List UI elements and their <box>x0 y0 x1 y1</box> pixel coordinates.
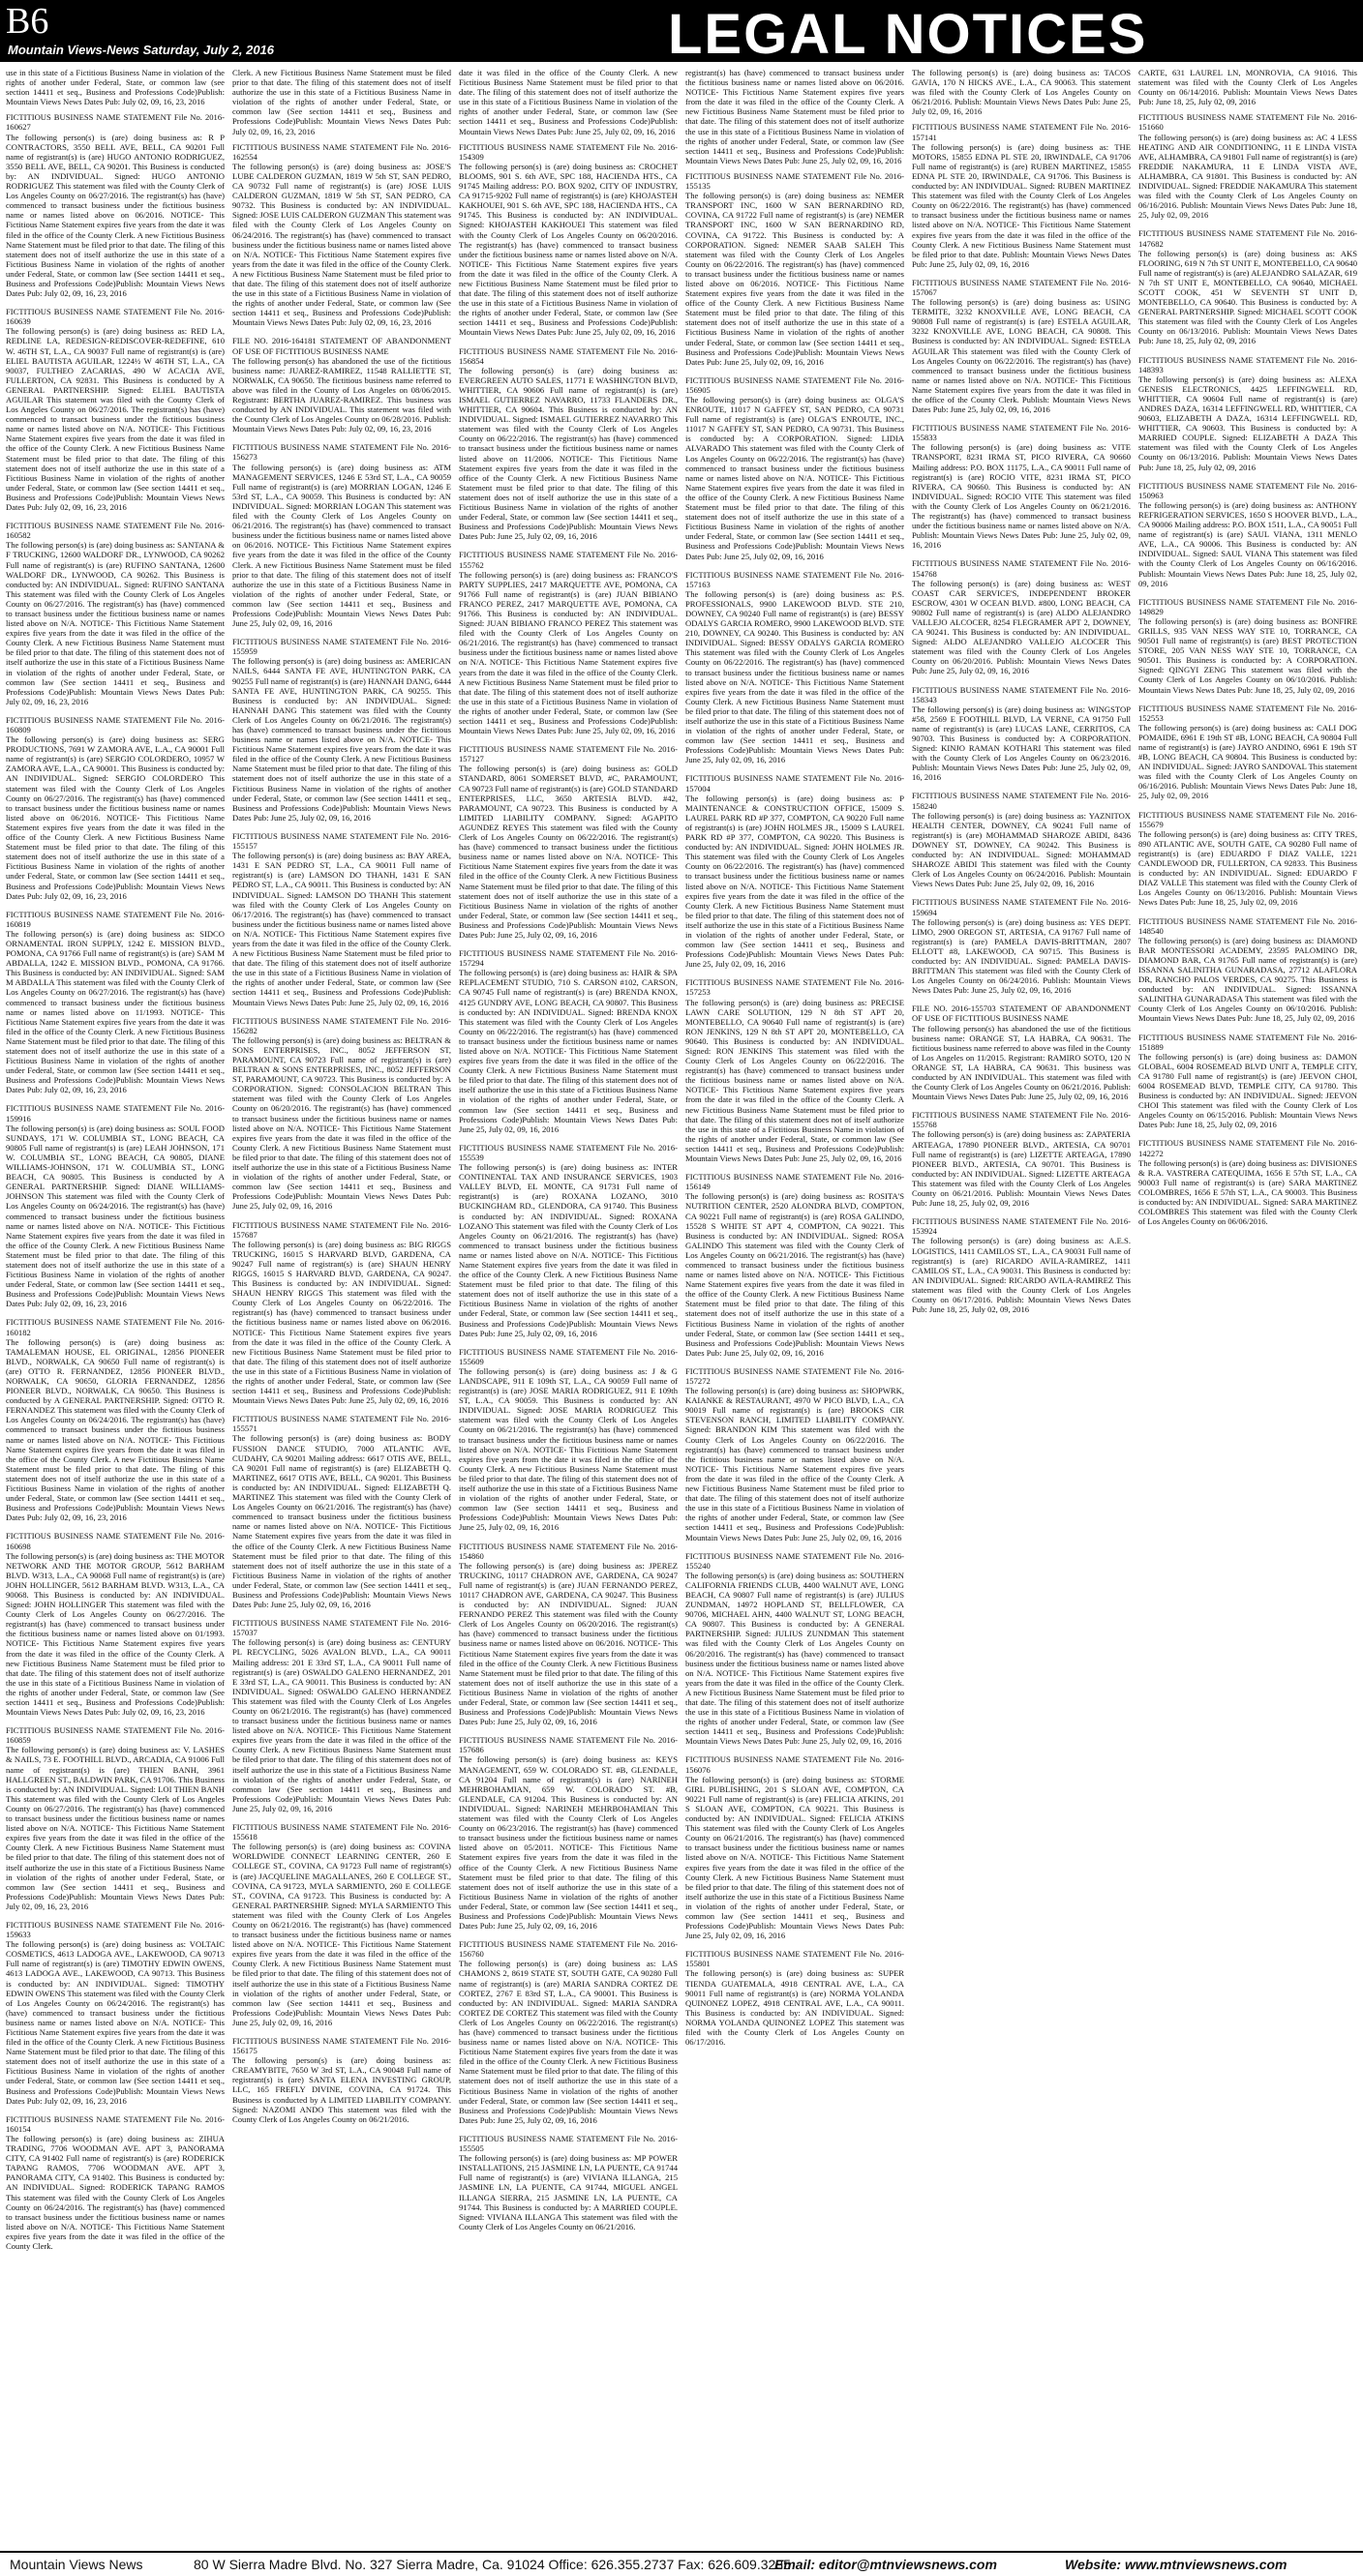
notice-title: FICTITIOUS BUSINESS NAME STATEMENT File No. 2016-156149 <box>685 1172 904 1192</box>
notice-body: The following person(s) is (are) doing business as: AMERICAN NAILS, 6444 SANTA FE AVE, HUNTINGTON PARK, CA 90255 Full name of registrant(s) is (are) HANNAH DANG, 6444 SANTA FE AVE, HUNTINGTON PARK, CA 90255. This Business is conducted by: AN INDIVIDUAL. Signed: HANNAH DANG This statement was filed with the County Clerk of Los Angeles County on 06/21/2016. The registrant(s) has (have) commenced to transact business under the fictitious business name or names listed above on N/A. NOTICE- This Fictitious Name Statement expires five years from the date it was filed in the office of the County Clerk. A new Fictitious Business Name Statement must be filed prior to that date. The filing of this statement does not of itself authorize the use in this state of a Fictitious Business Name in violation of the rights of another under Federal, State, or common law (See section 14411 et seq., Business and Professions Code)Publish: Mountain Views News Dates Pub: June 25, July 02, 09, 16, 2016 <box>232 656 451 823</box>
legal-notice <box>912 685 1131 783</box>
legal-notice <box>6 112 225 298</box>
notice-title: FICTITIOUS BUSINESS NAME STATEMENT File No. 2016-155539 <box>459 1142 678 1162</box>
legal-notice <box>6 307 225 512</box>
notice-body: The following person(s) is (are) doing business as: JOSE'S LUBE CALDERON GUZMAN, 1819 W 5th ST, SAN PEDRO, CA 90732 Full name of registrant(s) is (are) JOSE LUIS CALDERON GUZMAN, 1819 W 5th ST, SAN PEDRO, CA 90732. This Business is conducted by: AN INDIVIDUAL. Signed: JOSE LUIS CALDERON GUZMAN This statement was filed with the County Clerk of Los Angeles County on 06/24/2016. The registrant(s) has (have) commenced to transact business under the fictitious business name or names listed above on N/A. NOTICE- This Fictitious Name Statement expires five years from the date it was filed in the office of the County Clerk. A new Fictitious Business Name Statement must be filed prior to that date. The filing of this statement does not of itself authorize the use in this state of a Fictitious Business Name in violation of the rights of another under Federal, State, or common law (See section 14411 et seq., Business and Professions Code)Publish: Mountain Views News Dates Pub: July 02, 09, 16, 23, 2016 <box>232 161 451 328</box>
notice-body: The following person(s) is (are) doing business as: R P CONTRACTORS, 3550 BELL AVE, BELL, CA 90201 Full name of registrant(s) is (are) HUGO ANTONIO RODRIGUEZ, 3550 BELL AVE, BELL, CA 90201. This Business is conducted by: AN INDIVIDUAL. Signed: HUGO ANTONIO RODRIGUEZ This statement was filed with the County Clerk of Los Angeles County on 06/27/2016. The registrant(s) has (have) commenced to transact business under the fictitious business name or names listed above on 06/2016. NOTICE- This Fictitious Name Statement expires five years from the date it was filed in the office of the County Clerk. A new Fictitious Business Name Statement must be filed prior to that date. The filing of this statement does not of itself authorize the use in this state of a Fictitious Business Name in violation of the rights of another under Federal, State, or common law (See section 14411 et seq., Business and Professions Code)Publish: Mountain Views News Dates Pub: July 02, 09, 16, 23, 2016 <box>6 132 225 299</box>
notice-title: FICTITIOUS BUSINESS NAME STATEMENT File No. 2016-152553 <box>1138 703 1357 723</box>
notice-title: FICTITIOUS BUSINESS NAME STATEMENT File No. 2016-160154 <box>6 2113 225 2134</box>
legal-notice <box>685 570 904 765</box>
notice-title: FICTITIOUS BUSINESS NAME STATEMENT File No. 2016-155609 <box>459 1346 678 1366</box>
notice-title: FICTITIOUS BUSINESS NAME STATEMENT File No. 2016-159916 <box>6 1103 225 1123</box>
legal-notice <box>685 171 904 367</box>
notice-body: The following person(s) is (are) doing business as: J & G LANDSCAPE, 911 E 109th ST, L.A., CA 90059 Full name of registrant(s) is (are) JOSE MARIA RODRIGUEZ, 911 E 109th ST, L.A., CA 90059. This Business is conducted by: AN INDIVIDUAL. Signed: JOSE MARIA RODRIGUEZ This statement was filed with the County Clerk of Los Angeles County on 06/21/2016. The registrant(s) has (have) commenced to transact business under the fictitious business name or names listed above on N/A. NOTICE- This Fictitious Name Statement expires five years from the date it was filed in the office of the County Clerk. A new Fictitious Business Name Statement must be filed prior to that date. The filing of this statement does not of itself authorize the use in this state of a Fictitious Business Name in violation of the rights of another under Federal, State, or common law (See section 14411 et seq., Business and Professions Code)Publish: Mountain Views News Dates Pub: June 25, July 02, 09, 16, 2016 <box>459 1365 678 1533</box>
notice-body: The following person(s) is (are) doing business as: SOUL FOOD SUNDAYS, 171 W. COLUMBIA ST., LONG BEACH, CA 90805 Full name of registrant(s) is (are) LEAH JOHNSON, 171 W. COLUMBIA ST., LONG BEACH, CA 90805, DIANE WILLIAMS-JOHNSON, 171 W. COLUMBIA ST., LONG BEACH, CA 90805. This Business is conducted by A GENERAL PARTNERSHIP. Signed: DIANE WILLIAMS-JOHNSON This statement was filed with the County Clerk of Los Angeles County on 06/24/2016. The registrant(s) has (have) commenced to transact business under the fictitious business name or names listed above on N/A. NOTICE- This Fictitious Name Statement expires five years from the date it was filed in the office of the County Clerk. A new Fictitious Business Name Statement must be filed prior to that date. The filing of this statement does not of itself authorize the use in this state of a Fictitious Business Name in violation of the rights of another under Federal, State, or common law (See section 14411 et seq., Business and Professions Code)Publish: Mountain Views News Dates Pub: July 02, 09, 16, 23, 2016 <box>6 1123 225 1309</box>
legal-notice <box>912 1110 1131 1208</box>
legal-notice <box>1138 597 1357 695</box>
notice-body: The following person(s) is (are) doing business as: SANTANA & F TRUCKING, 12600 WALDORF DR., LYNWOOD, CA 90262 Full name of registrant(s) is (are) RUFINO SANTANA, 12600 WALDORF DR., LYNWOOD, CA 90262. This Business is conducted by: AN INDIVIDUAL. Signed: RUFINO SANTANA This statement was filed with the County Clerk of Los Angeles County on 06/27/2016. The registrant(s) has (have) commenced to transact business under the fictitious business name or names listed above on N/A. NOTICE- This Fictitious Name Statement expires five years from the date it was filed in the office of the County Clerk. A new Fictitious Business Name Statement must be filed prior to that date. The filing of this statement does not of itself authorize the use in this state of a Fictitious Business Name in violation of the rights of another under Federal, State, or common law (See section 14411 et seq., Business and Professions Code)Publish: Mountain Views News Dates Pub: July 02, 09, 16, 23, 2016 <box>6 540 225 706</box>
issue-date-line: Mountain Views-News Saturday, July 2, 2016 <box>8 43 275 57</box>
notice-title: FICTITIOUS BUSINESS NAME STATEMENT File No. 2016-157163 <box>685 569 904 589</box>
notice-body: The following person(s) is (are) doing business as: CALI DOG POMAIDE, 6961 E 19th ST #B, LONG BEACH, CA 90804 Full name of registrant(s) is (are) JAYRO ANDINO, 6961 E 19th ST #B, LONG BEACH, CA 90804. This Business is conducted by: AN INDIVIDUAL. Signed: JAYRO SANDOVAL This statement was filed with the County Clerk of Los Angeles County on 06/16/2016. Publish: Mountain Views News Dates Pub: June 18, 25, July 02, 09, 2016 <box>1138 722 1357 801</box>
legal-notice <box>1138 810 1357 908</box>
notice-title: FICTITIOUS BUSINESS NAME STATEMENT File No. 2016-155505 <box>459 2133 678 2154</box>
legal-notice <box>459 948 678 1134</box>
continued-notice-text: CARTE, 631 LAUREL LN, MONROVIA, CA 91016. This statement was filed with the County Clerk of Los Angeles County on 06/14/2016. Publish: Mountain Views News Dates Pub: June 18, 25, July 02, 09, 2016 <box>1138 68 1357 107</box>
notice-title: FILE NO. 2016-155703 STATEMENT OF ABANDONMENT OF USE OF FICTITIOUS BUSINESS NAME <box>912 1003 1131 1024</box>
legal-notice <box>232 336 451 434</box>
notice-title: FICTITIOUS BUSINESS NAME STATEMENT File No. 2016-155959 <box>232 637 451 657</box>
notice-title: FICTITIOUS BUSINESS NAME STATEMENT File No. 2016-157004 <box>685 773 904 794</box>
footer-email: Email: editor@mtnviewsnews.com <box>774 2557 997 2572</box>
notice-body: The following person(s) is (are) doing business as: KEYS MANAGEMENT, 659 W. COLORADO ST. #B, GLENDALE, CA 91204 Full name of registrant(s) is (are) NARINEH MEHRBOHAMIAN, 659 W. COLORADO ST. #B, GLENDALE, CA 91204. This Business is conducted by: AN INDIVIDUAL. Signed: NARINEH MEHRBOHAMIAN This statement was filed with the County Clerk of Los Angeles County on 06/23/2016. The registrant(s) has (have) commenced to transact business under the fictitious business name or names listed above on 05/2011. NOTICE- This Fictitious Name Statement expires five years from the date it was filed in the office of the County Clerk. A new Fictitious Business Name Statement must be filed prior to that date. The filing of this statement does not of itself authorize the use in this state of a Fictitious Business Name in violation of the rights of another under Federal, State, or common law (See section 14411 et seq., Business and Professions Code)Publish: Mountain Views News Dates Pub: June 25, July 02, 09, 16, 2016 <box>459 1754 678 1932</box>
notice-body: The following person(s) is (are) doing business as: VITE TRANSPORT, 8231 IRMA ST, PICO RIVERA, CA 90660 Mailing address: P.O. BOX 11175, L.A., CA 90011 Full name of registrant(s) is (are) ROCIO VITE, 8231 IRMA ST, PICO RIVERA, CA 90660. This Business is conducted by: AN INDIVIDUAL. Signed: ROCIO VITE This statement was filed with the County Clerk of Los Angeles County on 06/21/2016. The registrant(s) has (have) commenced to transact business under the fictitious business name or names listed above on N/A. Publish: Mountain Views News Dates Pub: June 25, July 02, 09, 16, 2016 <box>912 442 1131 551</box>
legal-notice <box>1138 704 1357 801</box>
notice-title: FICTITIOUS BUSINESS NAME STATEMENT File No. 2016-155762 <box>459 550 678 570</box>
notice-body: The following person(s) is (are) doing business as: OLGA'S ENROUTE, 11017 N GAFFEY ST, SAN PEDRO, CA 90731 Full name of registrant(s) is (are) OLGA'S ENROUTE, INC., 11017 N GAFFEY ST, SAN PEDRO, CA 90731. This Business is conducted by: A CORPORATION. Signed: LIDIA ALVARADO This statement was filed with the County Clerk of Los Angeles County on 06/22/2016. The registrant(s) has (have) commenced to transact business under the fictitious business name or names listed above on N/A. NOTICE- This Fictitious Name Statement expires five years from the date it was filed in the office of the County Clerk. A new Fictitious Business Name Statement must be filed prior to that date. The filing of this statement does not of itself authorize the use in this state of a Fictitious Business Name in violation of the rights of another under Federal, State, or common law (See section 14411 et seq., Business and Professions Code)Publish: Mountain Views News Dates Pub: June 25, July 02, 09, 16, 2016 <box>685 395 904 561</box>
legal-notice <box>685 375 904 561</box>
notice-title: FICTITIOUS BUSINESS NAME STATEMENT File No. 2016-148540 <box>1138 915 1357 936</box>
notice-body: The following person(s) is (are) doing business as: LAS CHAMONS 2, 8619 STATE ST, SOUTH GATE, CA 90280 Full name of registrant(s) is (are) MARIA SANDRA CORTEZ DE CORTEZ, 2767 E 83rd ST, L.A., CA 90001. This Business is conducted by: AN INDIVIDUAL. Signed: MARIA SANDRA CORTEZ DE CORTEZ This statement was filed with the County Clerk of Los Angeles County on 06/22/2016. The registrant(s) has (have) commenced to transact business under the fictitious business name or names listed above on N/A. NOTICE- This Fictitious Name Statement expires five years from the date it was filed in the office of the County Clerk. A new Fictitious Business Name Statement must be filed prior to that date. The filing of this statement does not of itself authorize the use in this state of a Fictitious Business Name in violation of the rights of another under Federal, State, or common law (See section 14411 et seq., Business and Professions Code)Publish: Mountain Views News Dates Pub: June 25, July 02, 09, 16, 2016 <box>459 1959 678 2125</box>
notice-title: FICTITIOUS BUSINESS NAME STATEMENT File No. 2016-156854 <box>459 345 678 366</box>
notice-title: FICTITIOUS BUSINESS NAME STATEMENT File No. 2016-156282 <box>232 1015 451 1035</box>
notice-body: The following person(s) is (are) doing business as: YES DEPT. LIMO, 2900 OREGON ST, ARTESIA, CA 91767 Full name of registrant(s) is (are) PAMELA DAVIS-BRITTMAN, 2807 ELLOTT #8, LAKEWOOD, CA 90715. This Business is conducted by: AN INDIVIDUAL. Signed: PAMELA DAVIS-BRITTMAN This statement was filed with the County Clerk of Los Angeles County on 06/24/2016. Publish: Mountain Views News Dates Pub: June 25, July 02, 09, 16, 2016 <box>912 916 1131 996</box>
notice-body: The following person(s) is (are) doing business as: MP POWER INSTALLATIONS, 215 JASMINE LN, LA PUENTE, CA 91744 Full name of registrant(s) is (are) VIVIANA ILLANGA, 215 JASMINE LN, LA PUENTE, CA 91744, MIGUEL ANGEL ILLANGA SIERRA, 215 JASMINE LN, LA PUENTE, CA 91744. This Business is conducted by: A MARRIED COUPLE. Signed: VIVIANA ILLANGA This statement was filed with the County Clerk of Los Angeles County on 06/21/2016. <box>459 2153 678 2232</box>
legal-notice <box>912 558 1131 675</box>
notice-title: FICTITIOUS BUSINESS NAME STATEMENT File No. 2016-159633 <box>6 1919 225 1940</box>
notice-body: The following person(s) is (are) doing business as: ZIHUA TRADING, 7706 WOODMAN AVE. APT 3, PANORAMA CITY, CA 91402 Full name of registrant(s) is (are) RODERICK TAPANG RAMOS, 7706 WOODMAN AVE. APT 3, PANORAMA CITY, CA 91402. This Business is conducted by: AN INDIVIDUAL. Signed: RODERICK TAPANG RAMOS This statement was filed with the County Clerk of Los Angeles County on 06/24/2016. The registrant(s) has (have) commenced to transact business under the fictitious business name or names listed above on N/A. NOTICE- This Fictitious Name Statement expires five years from the date it was filed in the office of the County Clerk. <box>6 2133 225 2251</box>
legal-notice <box>459 2134 678 2232</box>
legal-notice <box>459 1347 678 1533</box>
legal-notice <box>232 1016 451 1212</box>
notice-body: The following person(s) is (are) doing business as: ATM MANAGEMENT SERVICES, 1246 E 53rd ST, L.A., CA 90059 Full name of registrant(s) is (are) MORRIAN LOGAN, 1246 E 53rd ST, L.A., CA 90059. This Business is conducted by: AN INDIVIDUAL. Signed: MORRIAN LOGAN This statement was filed with the County Clerk of Los Angeles County on 06/21/2016. The registrant(s) has (have) commenced to transact business under the fictitious business name or names listed above on 06/2016. NOTICE- This Fictitious Name Statement expires five years from the date it was filed in the office of the County Clerk. A new Fictitious Business Name Statement must be filed prior to that date. The filing of this statement does not of itself authorize the use in this state of a Fictitious Business Name in violation of the rights of another under Federal, State, or common law (See section 14411 et seq., Business and Professions Code)Publish: Mountain Views News Dates Pub: June 25, July 02, 09, 16, 2016 <box>232 462 451 629</box>
notice-body: The following person(s) is (are) doing business as: THE MOTOR NETWORK AND THE MOTOR GROUP, 5612 BARHAM BLVD. W313, L.A., CA 90068 Full name of registrant(s) is (are) JOHN HOLLINGER, 5612 BARHAM BLVD. W313, L.A., CA 90068. This Business is conducted by: AN INDIVIDUAL. Signed: JOHN HOLLINGER This statement was filed with the County Clerk of Los Angeles County on 06/27/2016. The registrant(s) has (have) commenced to transact business under the fictitious business name or names listed above on 01/1993. NOTICE- This Fictitious Name Statement expires five years from the date it was filed in the office of the County Clerk. A new Fictitious Business Name Statement must be filed prior to that date. The filing of this statement does not of itself authorize the use in this state of a Fictitious Business Name in violation of the rights of another under Federal, State, or common law (See section 14411 et seq., Business and Professions Code)Publish: Mountain Views News Dates Pub: July 02, 09, 16, 23, 2016 <box>6 1550 225 1718</box>
notice-title: FICTITIOUS BUSINESS NAME STATEMENT File No. 2016-160809 <box>6 714 225 734</box>
legal-notice <box>6 1920 225 2106</box>
legal-notice <box>232 2036 451 2124</box>
legal-notice <box>6 1531 225 1717</box>
notice-column <box>232 68 451 2545</box>
notice-body: The following person(s) is (are) doing business as: VOLTAIC COSMETICS, 4613 LADOGA AVE., LAKEWOOD, CA 90713 Full name of registrant(s) is (are) TIMOTHY EDWIN OWENS, 4613 LADOGA AVE., LAKEWOOD, CA 90713. This Business is conducted by: AN INDIVIDUAL. Signed: TIMOTHY EDWIN OWENS This statement was filed with the County Clerk of Los Angeles County on 06/24/2016. The registrant(s) has (have) commenced to transact business under the fictitious business name or names listed above on N/A. NOTICE- This Fictitious Name Statement expires five years from the date it was filed in the office of the County Clerk. A new Fictitious Business Name Statement must be filed prior to that date. The filing of this statement does not of itself authorize the use in this state of a Fictitious Business Name in violation of the rights of another under Federal, State, or common law (See section 14411 et seq., Business and Professions Code)Publish: Mountain Views News Dates Pub: July 02, 09, 16, 23, 2016 <box>6 1939 225 2106</box>
notice-body: The following person(s) is (are) doing business as: SHOPWRK, KAIANKE & RESTAURANT, 4970 W PICO BLVD, L.A., CA 90019 Full name of registrant(s) is (are) BROOKS CIR STEVENSON RANCH, LIMITED LIABILITY COMPANY. Signed: BRANDON KIM This statement was filed with the County Clerk of Los Angeles County on 06/22/2016. The registrant(s) has (have) commenced to transact business under the fictitious business name or names listed above on N/A. NOTICE- This Fictitious Name Statement expires five years from the date it was filed in the office of the County Clerk. A new Fictitious Business Name Statement must be filed prior to that date. The filing of this statement does not of itself authorize the use in this state of a Fictitious Business Name in violation of the rights of another under Federal, State, or common law (See section 14411 et seq., Business and Professions Code)Publish: Mountain Views News Dates Pub: June 25, July 02, 09, 16, 2016 <box>685 1386 904 1543</box>
notice-title: FICTITIOUS BUSINESS NAME STATEMENT File No. 2016-156076 <box>685 1754 904 1775</box>
notice-title: FICTITIOUS BUSINESS NAME STATEMENT File No. 2016-156760 <box>459 1939 678 1960</box>
notice-body: The following person(s) is (are) doing business as: AC 4 LESS HEATING AND AIR CONDITIONING, 11 E LINDA VISTA AVE, ALHAMBRA, CA 91801 Full name of registrant(s) is (are) FREDDIE NAKAMURA, 11 E LINDA VISTA AVE, ALHAMBRA, CA 91801. This Business is conducted by: AN INDIVIDUAL. Signed: FREDDIE NAKAMURA This statement was filed with the County Clerk of Los Angeles County on 06/16/2016. Publish: Mountain Views News Dates Pub: June 18, 25, July 02, 09, 2016 <box>1138 132 1357 221</box>
notice-title: FICTITIOUS BUSINESS NAME STATEMENT File No. 2016-151660 <box>1138 112 1357 133</box>
notice-body: The following person(s) is (are) doing business as: SOUTHERN CALIFORNIA FRIENDS CLUB, 4400 WALNUT AVE, LONG BEACH, CA 90807 Full name of registrant(s) is (are) JULIUS ZUNDMAN, 14972 HOPLAND ST, BELLFLOWER, CA 90706, MICHAEL AHN, 4400 WALNUT ST, LONG BEACH, CA 90807. This Business is conducted by: A GENERAL PARTNERSHIP. Signed: JULIUS ZUNDMAN This statement was filed with the County Clerk of Los Angeles County on 06/20/2016. The registrant(s) has (have) commenced to transact business under the fictitious business name or names listed above on N/A. NOTICE- This Fictitious Name Statement expires five years from the date it was filed in the office of the County Clerk. A new Fictitious Business Name Statement must be filed prior to that date. The filing of this statement does not of itself authorize the use in this state of a Fictitious Business Name in violation of the rights of another under Federal, State, or common law (See section 14411 et seq., Business and Professions Code)Publish: Mountain Views News Dates Pub: June 25, July 02, 09, 16, 2016 <box>685 1570 904 1747</box>
notice-title: FICTITIOUS BUSINESS NAME STATEMENT File No. 2016-155679 <box>1138 809 1357 829</box>
notice-body: The following person(s) is (are) doing business as: P MAINTENANCE & CONSTRUCTION OFFICE, 15009 S. LAUREL PARK RD #P 377, COMPTON, CA 90220 Full name of registrant(s) is (are) JOHN HOLMES JR., 15009 S LAUREL PARK RD #P 377, COMPTON, CA 90220. This Business is conducted by: AN INDIVIDUAL. Signed: JOHN HOLMES JR. This statement was filed with the County Clerk of Los Angeles County on 06/22/2016. The registrant(s) has (have) commenced to transact business under the fictitious business name or names listed above on N/A. NOTICE- This Fictitious Name Statement expires five years from the date it was filed in the office of the County Clerk. A new Fictitious Business Name Statement must be filed prior to that date. The filing of this statement does not of itself authorize the use in this state of a Fictitious Business Name in violation of the rights of another under Federal, State, or common law (See section 14411 et seq., Business and Professions Code)Publish: Mountain Views News Dates Pub: June 25, July 02, 09, 16, 2016 <box>685 793 904 970</box>
notice-title: FICTITIOUS BUSINESS NAME STATEMENT File No. 2016-160627 <box>6 112 225 133</box>
legal-notice <box>459 346 678 542</box>
notice-body: The following person(s) is (are) doing business as: NEMER TRANSPORT INC, 1600 W SAN BERNARDINO RD, COVINA, CA 91722 Full name of registrant(s) is (are) NEMER TRANSPORT INC, 1600 W SAN BERNARDINO RD, COVINA, CA 91722. This Business is conducted by: A CORPORATION. Signed: NEMER SAAB SALEH This statement was filed with the County Clerk of Los Angeles County on 06/22/2016. The registrant(s) has (have) commenced to transact business under the fictitious business name or names listed above on 06/2016. NOTICE- This Fictitious Name Statement expires five years from the date it was filed in the office of the County Clerk. A new Fictitious Business Name Statement must be filed prior to that date. The filing of this statement does not of itself authorize the use in this state of a Fictitious Business Name in violation of the rights of another under Federal, State, or common law (See section 14411 et seq., Business and Professions Code)Publish: Mountain Views News Dates Pub: June 25, July 02, 09, 16, 2016 <box>685 191 904 367</box>
legal-notice <box>6 1317 225 1522</box>
notice-body: The following person(s) is (are) doing business as: WEST COAST CAR SERVICE'S, INDEPENDENT BROKER ESCROW, 4301 W OCEAN BLVD. #800, LONG BEACH, CA 90802 Full name of registrant(s) is (are) ALDO ALEJANDRO VALLEJO ALCOCER, 8254 FLEGRAMER APT 2, DOWNEY, CA 90241. This Business is conducted by: AN INDIVIDUAL. Signed: ALDO ALEJANDRO VALLEJO ALCOCER This statement was filed with the County Clerk of Los Angeles County on 06/20/2016. Publish: Mountain Views News Dates Pub: June 25, July 02, 09, 16, 2016 <box>912 578 1131 676</box>
notice-body: The following person(s) is (are) doing business as: DIAMOND BAR MONTESSORI ACADEMY, 23595 PALOMINO DR, DIAMOND BAR, CA 91765 Full name of registrant(s) is (are) ISSANNA SALINITHA GUNARADASA, 27712 ALAFLORA DR, RANCHO PALOS VERDES, CA 90275. This Business is conducted by: AN INDIVIDUAL. Signed: ISSANNA SALINITHA GUNARADASA This statement was filed with the County Clerk of Los Angeles County on 06/10/2016. Publish: Mountain Views News Dates Pub: June 18, 25, July 02, 09, 2016 <box>1138 935 1357 1024</box>
notice-body: The following person(s) has abandoned the use of the fictitious business name: ORANGE ST, LA HABRA, CA 90631. The fictitious business name referred to above was filed in the County of Los Angeles on 11/2015. Registrant: RAMIRO SOTO, 120 N ORANGE ST, LA HABRA, CA 90631. This business was conducted by AN INDIVIDUAL. This statement was filed with the County Clerk of Los Angeles County on 06/21/2016. Publish: Mountain Views News Dates Pub: June 25, July 02, 09, 16, 2016 <box>912 1023 1131 1102</box>
notice-body: The following person(s) is (are) doing business as: INTER CONTINENTAL TAX AND INSURANCE SERVICES, 1903 VALLEY BLVD, EL MONTE, CA 91731 Full name of registrant(s) is (are) ROXANA LOZANO, 3010 BUCKINGHAM RD., GLENDORA, CA 91740. This Business is conducted by: AN INDIVIDUAL. Signed: ROXANA LOZANO This statement was filed with the County Clerk of Los Angeles County on 06/21/2016. The registrant(s) has (have) commenced to transact business under the fictitious business name or names listed above on N/A. NOTICE- This Fictitious Name Statement expires five years from the date it was filed in the office of the County Clerk. A new Fictitious Business Name Statement must be filed prior to that date. The filing of this statement does not of itself authorize the use in this state of a Fictitious Business Name in violation of the rights of another under Federal, State, or common law (See section 14411 et seq., Business and Professions Code)Publish: Mountain Views News Dates Pub: June 25, July 02, 09, 16, 2016 <box>459 1162 678 1338</box>
continued-notice-text: registrant(s) has (have) commenced to transact business under the fictitious business name or names listed above on 06/2016. NOTICE- This Fictitious Name Statement expires five years from the date it was filed in the office of the County Clerk. A new Fictitious Business Name Statement must be filed prior to that date. The filing of this statement does not of itself authorize the use in this state of a Fictitious Business Name in violation of the rights of another under Federal, State, or common law (See section 14411 et seq., Business and Professions Code)Publish: Mountain Views News Dates Pub: June 25, July 02, 09, 16, 2016 <box>685 68 904 165</box>
legal-notice <box>912 1216 1131 1314</box>
section-title: LEGAL NOTICES <box>668 3 1148 66</box>
legal-notice <box>1138 112 1357 220</box>
notice-column <box>6 68 225 2545</box>
notice-columns <box>6 68 1357 2545</box>
notice-title: FICTITIOUS BUSINESS NAME STATEMENT File No. 2016-162554 <box>232 141 451 162</box>
notice-title: FICTITIOUS BUSINESS NAME STATEMENT File No. 2016-160182 <box>6 1317 225 1337</box>
notice-title: FICTITIOUS BUSINESS NAME STATEMENT File No. 2016-155240 <box>685 1550 904 1571</box>
footer-address: 80 W Sierra Madre Blvd. No. 327 Sierra Madre, Ca. 91024 Office: 626.355.2737 Fax: 626.609.3285 <box>194 2557 791 2572</box>
legal-notice <box>232 1220 451 1406</box>
notice-title: FICTITIOUS BUSINESS NAME STATEMENT File No. 2016-160639 <box>6 307 225 327</box>
notice-body: The following person(s) is (are) doing business as: DIVISIONES & R.A. VASTRERA CATEQUIMA, 1656 E 57th ST, L.A., CA 90003 Full name of registrant(s) is (are) SARA MARTINEZ COLOMBRES, 1656 E 57th ST, L.A., CA 90003. This Business is conducted by: AN INDIVIDUAL. Signed: SARA MARTINEZ COLOMBRES This statement was filed with the County Clerk of Los Angeles County on 06/06/2016. <box>1138 1157 1357 1227</box>
legal-notice <box>1138 355 1357 472</box>
notice-body: The following person(s) is (are) doing business as: YAZNITOX HEALTH CENTER, DOWNEY, CA 90241 Full name of registrant(s) is (are) MOHAMMAD SHAROZE ABIDI, 8436 DOWNEY ST, DOWNEY, CA 90242. This Business is conducted by: AN INDIVIDUAL. Signed: MOHAMMAD SHAROZE ABIDI This statement was filed with the County Clerk of Los Angeles County on 06/24/2016. Publish: Mountain Views News Dates Pub: June 25, July 02, 09, 16, 2016 <box>912 810 1131 889</box>
notice-title: FICTITIOUS BUSINESS NAME STATEMENT File No. 2016-157127 <box>459 744 678 764</box>
continued-notice-text: use in this state of a Fictitious Business Name in violation of the rights of another under Federal, State, or common law (see section 14411 et seq., Business and Professions Code)Publish: Mountain Views News Dates Pub: July 02, 09, 16, 23, 2016 <box>6 68 225 107</box>
notice-title: FICTITIOUS BUSINESS NAME STATEMENT File No. 2016-160698 <box>6 1531 225 1551</box>
notice-title: FICTITIOUS BUSINESS NAME STATEMENT File No. 2016-155157 <box>232 830 451 852</box>
notice-body: The following person(s) is (are) doing business as: ANTHONY REFRIGERATION SERVICES, 1650 S HOOVER BLVD., L.A., CA 90006 Mailing address: P.O. BOX 1511, L.A., CA 90051 Full name of registrant(s) is (are) SAUL VIANA, 1311 MENLO AVE, L.A., CA 90006. This Business is conducted by: AN INDIVIDUAL. Signed: SAUL VIANA This statement was filed with the County Clerk of Los Angeles County on 06/16/2016. Publish: Mountain Views News Dates Pub: June 18, 25, July 02, 09, 2016 <box>1138 499 1357 588</box>
legal-notice <box>459 550 678 735</box>
notice-body: The following person(s) is (are) doing business as: V. LASHES & NAILS, 73 E. FOOTHILL BLVD., ARCADIA, CA 91006 Full name of registrant(s) is (are) THIEN BANH, 3961 HALLGREEN ST., BALDWIN PARK, CA 91706. This Business is conducted by: AN INDIVIDUAL. Signed: LOI THIEN BANH This statement was filed with the County Clerk of Los Angeles County on 06/27/2016. The registrant(s) has (have) commenced to transact business under the fictitious business name or names listed above on N/A. NOTICE- This Fictitious Name Statement expires five years from the date it was filed in the office of the County Clerk. A new Fictitious Business Name Statement must be filed prior to that date. The filing of this statement does not of itself authorize the use in this state of a Fictitious Business Name in violation of the rights of another under Federal, State, or common law (See section 14411 et seq., Business and Professions Code)Publish: Mountain Views News Dates Pub: July 02, 09, 16, 23, 2016 <box>6 1745 225 1911</box>
notice-body: The following person(s) is (are) doing business as: ZAPATERIA ARTEAGA, 17890 PIONEER BLVD., ARTESIA, CA 90701 Full name of registrant(s) is (are) LIZETTE ARTEAGA, 17890 PIONEER BLVD., ARTESIA, CA 90701. This Business is conducted by: AN INDIVIDUAL. Signed: LIZETTE ARTEAGA This statement was filed with the County Clerk of Los Angeles County on 06/21/2016. Publish: Mountain Views News Dates Pub: June 18, 25, July 02, 09, 2016 <box>912 1129 1131 1209</box>
footer-paper-name: Mountain Views News <box>10 2557 143 2572</box>
legal-notice <box>685 1366 904 1543</box>
page-header <box>0 0 1363 66</box>
notice-title: FICTITIOUS BUSINESS NAME STATEMENT File No. 2016-155768 <box>912 1110 1131 1130</box>
notice-title: FILE NO. 2016-164181 STATEMENT OF ABANDONMENT OF USE OF FICTITIOUS BUSINESS NAME <box>232 336 451 356</box>
notice-title: FICTITIOUS BUSINESS NAME STATEMENT File No. 2016-160859 <box>6 1725 225 1746</box>
notice-title: FICTITIOUS BUSINESS NAME STATEMENT File No. 2016-157294 <box>459 948 678 969</box>
page-footer <box>0 2551 1363 2576</box>
notice-title: FICTITIOUS BUSINESS NAME STATEMENT File No. 2016-150963 <box>1138 480 1357 500</box>
notice-title: FICTITIOUS BUSINESS NAME STATEMENT File No. 2016-154309 <box>459 141 678 162</box>
legal-notice <box>1138 1138 1357 1226</box>
notice-body: The following person(s) is (are) doing business as: STORME GIRL PUBLISHING, 201 S SLOAN AVE, COMPTON, CA 90221 Full name of registrant(s) is (are) FELICIA ATKINS, 201 S SLOAN AVE, COMPTON, CA 90221. This Business is conducted by: AN INDIVIDUAL. Signed: FELICIA ATKINS This statement was filed with the County Clerk of Los Angeles County on 06/21/2016. The registrant(s) has (have) commenced to transact business under the fictitious business name or names listed above on N/A. NOTICE- This Fictitious Name Statement expires five years from the date it was filed in the office of the County Clerk. A new Fictitious Business Name Statement must be filed prior to that date. The filing of this statement does not of itself authorize the use in this state of a Fictitious Business Name in violation of the rights of another under Federal, State, or common law (See section 14411 et seq., Business and Professions Code)Publish: Mountain Views News Dates Pub: June 25, July 02, 09, 16, 2016 <box>685 1774 904 1941</box>
notice-column <box>459 68 678 2545</box>
notice-title: FICTITIOUS BUSINESS NAME STATEMENT File No. 2016-155833 <box>912 423 1131 443</box>
notice-body: The following person(s) is (are) doing business as: CREAMYBITE, 7650 W 3rd ST, L.A., CA 90048 Full name of registrant(s) is (are) SANTA ELENA INVESTING GROUP, LLC, 165 FREFLY DIVINE, COVINA, CA 91724. This Business is conducted by A LIMITED LIABILITY COMPANY. Signed: NAZOMI ANDO This statement was filed with the County Clerk of Los Angeles County on 06/21/2016. <box>232 2055 451 2124</box>
notice-body: The following person(s) is (are) doing business as: CROCHET BLOOMS, 901 S. 6th AVE, SPC 188, HACIENDA HTS., CA 91745 Mailing address: P.O. BOX 9202, CITY OF INDUSTRY, CA 91715-9202 Full name of registrant(s) is (are) KHOJASTEH KAKHOUEI, 901 S. 6th AVE, SPC 188, HACIENDA HTS., CA 91745. This Business is conducted by: AN INDIVIDUAL. Signed: KHOJASTEH KAKHOUEI This statement was filed with the County Clerk of Los Angeles County on 06/20/2016. The registrant(s) has (have) commenced to transact business under the fictitious business name or names listed above on N/A. NOTICE- This Fictitious Name Statement expires five years from the date it was filed in the office of the County Clerk. A new Fictitious Business Name Statement must be filed prior to that date. The filing of this statement does not of itself authorize the use in this state of a Fictitious Business Name in violation of the rights of another under Federal, State, or common law (See section 14411 et seq., Business and Professions Code)Publish: Mountain Views News Dates Pub: June 25, July 02, 09, 16, 2016 <box>459 161 678 338</box>
notice-body: The following person(s) is (are) doing business as: BELTRAN & SONS ENTERPRISES, INC., 8052 JEFFERSON ST, PARAMOUNT, CA 90723 Full name of registrant(s) is (are) BELTRAN & SONS ENTERPRISES, INC., 8052 JEFFERSON ST, PARAMOUNT, CA 90723. This Business is conducted by: A CORPORATION. Signed: CONSOLACION BELTRAN This statement was filed with the County Clerk of Los Angeles County on 06/20/2016. The registrant(s) has (have) commenced to transact business under the fictitious business name or names listed above on N/A. NOTICE- This Fictitious Name Statement expires five years from the date it was filed in the office of the County Clerk. A new Fictitious Business Name Statement must be filed prior to that date. The filing of this statement does not of itself authorize the use in this state of a Fictitious Business Name in violation of the rights of another under Federal, State, or common law (See section 14411 et seq., Business and Professions Code)Publish: Mountain Views News Dates Pub: June 25, July 02, 09, 16, 2016 <box>232 1034 451 1212</box>
notice-title: FICTITIOUS BUSINESS NAME STATEMENT File No. 2016-156273 <box>232 442 451 463</box>
notice-title: FICTITIOUS BUSINESS NAME STATEMENT File No. 2016-159694 <box>912 897 1131 917</box>
notice-body: The following person(s) is (are) doing business as: GOLD STANDARD, 8061 SOMERSET BLVD, #C, PARAMOUNT, CA 90723 Full name of registrant(s) is (are) GOLD STANDARD ENTERPRISES, LLC, 3650 ARTESIA BLVD. #42, PARAMOUNT, CA 90723. This Business is conducted by A LIMITED LIABILITY COMPANY. Signed: AGAPITO AGUNDEZ REYES This statement was filed with the County Clerk of Los Angeles County on 06/22/2016. The registrant(s) has (have) commenced to transact business under the fictitious business name or names listed above on N/A. NOTICE- This Fictitious Name Statement expires five years from the date it was filed in the office of the County Clerk. A new Fictitious Business Name Statement must be filed prior to that date. The filing of this statement does not of itself authorize the use in this state of a Fictitious Business Name in violation of the rights of another under Federal, State, or common law (See section 14411 et seq., Business and Professions Code)Publish: Mountain Views News Dates Pub: June 25, July 02, 09, 16, 2016 <box>459 764 678 940</box>
legal-notice <box>232 442 451 628</box>
notice-body: The following person(s) is (are) doing business as: BIG RIGGS TRUCKING, 16015 S HARVARD BLVD, GARDENA, CA 90247 Full name of registrant(s) is (are) SHAUN HENRY RIGGS, 16015 S HARVARD BLVD, GARDENA, CA 90247. This Business is conducted by: AN INDIVIDUAL. Signed: SHAUN HENRY RIGGS This statement was filed with the County Clerk of Los Angeles County on 06/22/2016. The registrant(s) has (have) commenced to transact business under the fictitious business name or names listed above on 06/2016. NOTICE- This Fictitious Name Statement expires five years from the date it was filed in the office of the County Clerk. A new Fictitious Business Name Statement must be filed prior to that date. The filing of this statement does not of itself authorize the use in this state of a Fictitious Business Name in violation of the rights of another under Federal, State, or common law (See section 14411 et seq., Business and Professions Code)Publish: Mountain Views News Dates Pub: June 25, July 02, 09, 16, 2016 <box>232 1239 451 1406</box>
notice-title: FICTITIOUS BUSINESS NAME STATEMENT File No. 2016-157686 <box>459 1735 678 1755</box>
legal-notice <box>232 637 451 823</box>
legal-notice <box>912 423 1131 550</box>
legal-notice <box>459 1542 678 1727</box>
notice-body: The following person(s) is (are) doing business as: USING TERMITE, 3232 KNOXVILLE AVE, LONG BEACH, CA 90808 Full name of registrant(s) is (are) ESTELA AGUILAR, 3232 KNOXVILLE AVE, LONG BEACH, CA 90808. This Business is conducted by: AN INDIVIDUAL. Signed: ESTELA AGUILAR This statement was filed with the County Clerk of Los Angeles County on 06/22/2016. The registrant(s) has (have) commenced to transact business under the fictitious business name or names listed above on N/A. NOTICE- This Fictitious Name Statement expires five years from the date it was filed in the office of the County Clerk. Publish: Mountain Views News Dates Pub: June 25, July 02, 09, 16, 2016 <box>912 297 1131 415</box>
legal-notice <box>1138 1033 1357 1130</box>
legal-notice <box>459 744 678 940</box>
legal-notice <box>685 1172 904 1358</box>
continued-notice-text: Clerk. A new Fictitious Business Name Statement must be filed prior to that date. The filing of this statement does not of itself authorize the use in this state of a Fictitious Business Name in violation of the rights of another under Federal, State, or common law (See section 14411 et seq., Business and Professions Code)Publish: Mountain Views News Dates Pub: July 02, 09, 16, 23, 2016 <box>232 68 451 136</box>
legal-notice <box>685 773 904 969</box>
notice-body: The following person(s) is (are) doing business as: SERG PRODUCTIONS, 7691 W ZAMORA AVE, L.A., CA 90001 Full name of registrant(s) is (are) SERGIO COLORDERO, 10957 W ZAMORA AVE, L.A., CA 90001. This Business is conducted by: AN INDIVIDUAL. Signed: SERGIO COLORDERO This statement was filed with the County Clerk of Los Angeles County on 06/27/2016. The registrant(s) has (have) commenced to transact business under the fictitious business name or names listed above on 06/2016. NOTICE- This Fictitious Name Statement expires five years from the date it was filed in the office of the County Clerk. A new Fictitious Business Name Statement must be filed prior to that date. The filing of this statement does not of itself authorize the use in this state of a Fictitious Business Name in violation of the rights of another under Federal, State, or common law (See section 14411 et seq., Business and Professions Code)Publish: Mountain Views News Dates Pub: July 02, 09, 16, 23, 2016 <box>6 734 225 901</box>
notice-title: FICTITIOUS BUSINESS NAME STATEMENT File No. 2016-155618 <box>232 1822 451 1842</box>
legal-notice <box>232 831 451 1007</box>
notice-title: FICTITIOUS BUSINESS NAME STATEMENT File No. 2016-142272 <box>1138 1138 1357 1158</box>
legal-notice <box>912 278 1131 414</box>
notice-title: FICTITIOUS BUSINESS NAME STATEMENT File No. 2016-157141 <box>912 122 1131 142</box>
notice-title: FICTITIOUS BUSINESS NAME STATEMENT File No. 2016-158240 <box>912 791 1131 811</box>
notice-body: The following person(s) is (are) doing business as: A.E.S. LOGISTICS, 1411 CAMILOS ST., L.A., CA 90031 Full name of registrant(s) is (are) RICARDO AVILA-RAMIREZ, 1411 CAMILOS ST., L.A., CA 90031. This Business is conducted by: AN INDIVIDUAL. Signed: RICARDO AVILA-RAMIREZ This statement was filed with the County Clerk of Los Angeles County on 06/17/2016. Publish: Mountain Views News Dates Pub: June 18, 25, July 02, 09, 2016 <box>912 1236 1131 1315</box>
legal-notice <box>1138 916 1357 1024</box>
legal-notice <box>459 142 678 338</box>
legal-notice <box>459 1735 678 1931</box>
notice-body: The following person(s) is (are) doing business as: CITY TRES, 890 ATLANTIC AVE, SOUTH GATE, CA 90280 Full name of registrant(s) is (are) EDUARDO F DIAZ VALLE, 1221 CANDLEWOOD DR, FULLERTON, CA 92833. This Business is conducted by: AN INDIVIDUAL. Signed: EDUARDO F DIAZ VALLE This statement was filed with the County Clerk of Los Angeles County on 06/13/2016. Publish: Mountain Views News Dates Pub: June 18, 25, July 02, 09, 2016 <box>1138 828 1357 908</box>
notice-body: The following person(s) is (are) doing business as: BONFIRE GRILLS, 935 VAN NESS WAY STE 10, TORRANCE, CA 90501 Full name of registrant(s) is (are) BEST PROTECTION STORE, 205 VAN NESS WAY STE 10, TORRANCE, CA 90501. This Business is conducted by: A CORPORATION. Signed: QINGYI ZENG This statement was filed with the County Clerk of Los Angeles County on 06/10/2016. Publish: Mountain Views News Dates Pub: June 18, 25, July 02, 09, 2016 <box>1138 615 1357 695</box>
legal-notice <box>232 1822 451 2027</box>
footer-website: Website: www.mtnviewsnews.com <box>1065 2557 1287 2572</box>
notice-body: The following person(s) is (are) doing business as: CENTURY PL RECYCLING, 5026 AVALON BLVD., L.A., CA 90011 Mailing address: 201 E 33rd ST, L.A., CA 90011 Full name of registrant(s) is (are) OSWALDO GALENO HERNANDEZ, 201 E 33rd ST, L.A., CA 90011. This Business is conducted by: AN INDIVIDUAL. Signed: OSWALDO GALENO HERNANDEZ This statement was filed with the County Clerk of Los Angeles County on 06/21/2016. The registrant(s) has (have) commenced to transact business under the fictitious business name or names listed above on N/A. NOTICE- This Fictitious Name Statement expires five years from the date it was filed in the office of the County Clerk. A new Fictitious Business Name Statement must be filed prior to that date. The filing of this statement does not of itself authorize the use in this state of a Fictitious Business Name in violation of the rights of another under Federal, State, or common law (See section 14411 et seq., Business and Professions Code)Publish: Mountain Views News Dates Pub: June 25, July 02, 09, 16, 2016 <box>232 1637 451 1813</box>
notice-body: The following person(s) is (are) doing business as: SUPER TIENDA GUATEMALA, 4918 CENTRAL AVE, L.A., CA 90011 Full name of registrant(s) is (are) NORMA YOLANDA QUINONEZ LOPEZ, 4918 CENTRAL AVE, L.A., CA 90011. This Business is conducted by: AN INDIVIDUAL. Signed: NORMA YOLANDA QUINONEZ LOPEZ This statement was filed with the County Clerk of Los Angeles County on 06/17/2016. <box>685 1968 904 2048</box>
notice-body: The following person(s) is (are) doing business as: JPEREZ TRUCKING, 10117 CHADRON AVE, GARDENA, CA 90247 Full name of registrant(s) is (are) JUAN FERNANDO PEREZ, 10117 CHADRON AVE, GARDENA, CA 90247. This Business is conducted by: AN INDIVIDUAL. Signed: JUAN FERNANDO PEREZ This statement was filed with the County Clerk of Los Angeles County on 06/20/2016. The registrant(s) has (have) commenced to transact business under the fictitious business name or names listed above on 06/2016. NOTICE- This Fictitious Name Statement expires five years from the date it was filed in the office of the County Clerk. A new Fictitious Business Name Statement must be filed prior to that date. The filing of this statement does not of itself authorize the use in this state of a Fictitious Business Name in violation of the rights of another under Federal, State, or common law (See section 14411 et seq., Business and Professions Code)Publish: Mountain Views News Dates Pub: June 25, July 02, 09, 16, 2016 <box>459 1560 678 1727</box>
notice-body: The following person(s) is (are) doing business as: THE MOTORS, 15855 EDNA PL STE 20, IRWINDALE, CA 91706 Full name of registrant(s) is (are) RUBEN MARTINEZ, 15855 EDNA PL STE 20, IRWINDALE, CA 91706. This Business is conducted by: AN INDIVIDUAL. Signed: RUBEN MARTINEZ This statement was filed with the County Clerk of Los Angeles County on 06/22/2016. The registrant(s) has (have) commenced to transact business under the fictitious business name or names listed above on N/A. NOTICE- This Fictitious Name Statement expires five years from the date it was filed in the office of the County Clerk. A new Fictitious Business Name Statement must be filed prior to that date. Publish: Mountain Views News Dates Pub: June 25, July 02, 09, 16, 2016 <box>912 141 1131 269</box>
notice-body: The following person(s) is (are) doing business as: DAMON GLOBAL, 6004 ROSEMEAD BLVD UNIT A, TEMPLE CITY, CA 91780 Full name of registrant(s) is (are) JEEVON CHOI, 6004 ROSEMEAD BLVD, TEMPLE CITY, CA 91780. This Business is conducted by: AN INDIVIDUAL. Signed: JEEVON CHOI This statement was filed with the County Clerk of Los Angeles County on 06/15/2016. Publish: Mountain Views News Dates Pub: June 18, 25, July 02, 09, 2016 <box>1138 1051 1357 1130</box>
notice-title: FICTITIOUS BUSINESS NAME STATEMENT File No. 2016-160582 <box>6 521 225 541</box>
notice-title: FICTITIOUS BUSINESS NAME STATEMENT File No. 2016-149829 <box>1138 596 1357 616</box>
notice-body: The following person(s) is (are) doing business as: WINGSTOP #58, 2569 E FOOTHILL BLVD, LA VERNE, CA 91750 Full name of registrant(s) is (are) LUCAS LANE, CERRITOS, CA 90703. This Business is conducted by: A CORPORATION. Signed: KINJO RAMAN KOTHARI This statement was filed with the County Clerk of Los Angeles County on 06/23/2016. Publish: Mountain Views News Dates Pub: June 25, July 02, 09, 16, 2016 <box>912 704 1131 783</box>
legal-notice <box>459 1143 678 1338</box>
notice-body: The following person(s) is (are) doing business as: RED LA, REDLINE LA, REDESIGN-REDISCOVER-REDEFINE, 610 W. 46TH ST, L.A., CA 90037 Full name of registrant(s) is (are) ELIEL BAUTISTA AGUILAR, 1224½ W 46TH ST, L.A., CA 90037, FULTHEO ZACARIAS, 490 W ACACIA AVE, FULLERTON, CA 92831. This Business is conducted by A GENERAL PARTNERSHIP. Signed: ELIEL BAUTISTA AGUILAR This statement was filed with the County Clerk of Los Angeles County on 06/27/2016. The registrant(s) has (have) commenced to transact business under the fictitious business name or names listed above on N/A. NOTICE- This Fictitious Name Statement expires five years from the date it was filed in the office of the County Clerk. A new Fictitious Business Name Statement must be filed prior to that date. The filing of this statement does not of itself authorize the use in this state of a Fictitious Business Name in violation of the rights of another under Federal, State, or common law (See section 14411 et seq., Business and Professions Code)Publish: Mountain Views News Dates Pub: July 02, 09, 16, 23, 2016 <box>6 326 225 513</box>
notice-body: The following person(s) is (are) doing business as: PRECISE LAWN CARE SOLUTION, 129 N 8th ST APT 20, MONTEBELLO, CA 90640 Full name of registrant(s) is (are) RON JENKINS, 129 N 8th ST APT 20, MONTEBELLO, CA 90640. This Business is conducted by: AN INDIVIDUAL. Signed: RON JENKINS This statement was filed with the County Clerk of Los Angeles County on 06/22/2016. The registrant(s) has (have) commenced to transact business under the fictitious business name or names listed above on N/A. NOTICE- This Fictitious Name Statement expires five years from the date it was filed in the office of the County Clerk. A new Fictitious Business Name Statement must be filed prior to that date. The filing of this statement does not of itself authorize the use in this state of a Fictitious Business Name in violation of the rights of another under Federal, State, or common law (See section 14411 et seq., Business and Professions Code)Publish: Mountain Views News Dates Pub: June 25, July 02, 09, 16, 2016 <box>685 997 904 1164</box>
legal-notice <box>685 1551 904 1747</box>
notice-title: FICTITIOUS BUSINESS NAME STATEMENT File No. 2016-157067 <box>912 277 1131 297</box>
page-number: B6 <box>6 1 49 42</box>
legal-notice <box>232 142 451 328</box>
notice-body: The following person(s) is (are) doing business as: AKS FLOORING, 619 N 7th ST UNIT E, MONTEBELLO, CA 90640 Full name of registrant(s) is (are) ALEJANDRO SALAZAR, 619 N 7th ST UNIT E, MONTEBELLO, CA 90640, MICHAEL SCOTT COOK, 451 W SEVENTH ST UNIT D, MONTEBELLO, CA 90640. This Business is conducted by: A GENERAL PARTNERSHIP. Signed: MICHAEL SCOTT COOK This statement was filed with the County Clerk of Los Angeles County on 06/13/2016. Publish: Mountain Views News Dates Pub: June 18, 25, July 02, 09, 2016 <box>1138 248 1357 346</box>
notice-title: FICTITIOUS BUSINESS NAME STATEMENT File No. 2016-157037 <box>232 1618 451 1638</box>
notice-body: The following person(s) is (are) doing business as: ROSITA'S NUTRITION CENTER, 2520 ALONDRA BLVD, COMPTON, CA 90221 Full name of registrant(s) is (are) ROSA GALINDO, 15528 S WHITE ST APT 4, COMPTON, CA 90221. This Business is conducted by: AN INDIVIDUAL. Signed: ROSA GALINDO This statement was filed with the County Clerk of Los Angeles County on 06/21/2016. The registrant(s) has (have) commenced to transact business under the fictitious business name or names listed above on N/A. NOTICE- This Fictitious Name Statement expires five years from the date it was filed in the office of the County Clerk. A new Fictitious Business Name Statement must be filed prior to that date. The filing of this statement does not of itself authorize the use in this state of a Fictitious Business Name in violation of the rights of another under Federal, State, or common law (See section 14411 et seq., Business and Professions Code)Publish: Mountain Views News Dates Pub: June 25, July 02, 09, 16, 2016 <box>685 1191 904 1358</box>
notice-column <box>1138 68 1357 2545</box>
legal-notice <box>912 897 1131 995</box>
legal-notice <box>232 1414 451 1609</box>
notice-title: FICTITIOUS BUSINESS NAME STATEMENT File No. 2016-154768 <box>912 558 1131 579</box>
legal-notice <box>685 1754 904 1940</box>
notice-title: FICTITIOUS BUSINESS NAME STATEMENT File No. 2016-158343 <box>912 684 1131 704</box>
legal-notice <box>232 1618 451 1813</box>
notice-title: FICTITIOUS BUSINESS NAME STATEMENT File No. 2016-157253 <box>685 977 904 998</box>
legal-notice <box>1138 481 1357 588</box>
legal-notice <box>459 1939 678 2125</box>
notice-title: FICTITIOUS BUSINESS NAME STATEMENT File No. 2016-155135 <box>685 170 904 192</box>
notice-body: The following person(s) is (are) doing business as: EVERGREEN AUTO SALES, 11771 E WASHINGTON BLVD, WHITTIER, CA 90606 Full name of registrant(s) is (are) ISMAEL GUTIERREZ NAVARRO, 11733 FLANDERS DR., WHITTIER, CA 90604. This Business is conducted by: AN INDIVIDUAL. Signed: ISMAEL GUTIERREZ NAVARRO This statement was filed with the County Clerk of Los Angeles County on 06/22/2016. The registrant(s) has (have) commenced to transact business under the fictitious business name or names listed above on 11/2006. NOTICE- This Fictitious Name Statement expires five years from the date it was filed in the office of the County Clerk. A new Fictitious Business Name Statement must be filed prior to that date. The filing of this statement does not of itself authorize the use in this state of a Fictitious Business Name in violation of the rights of another under Federal, State, or common law (See section 14411 et seq., Business and Professions Code)Publish: Mountain Views News Dates Pub: June 25, July 02, 09, 16, 2016 <box>459 365 678 542</box>
notice-body: The following person(s) is (are) doing business as: TAMALEMAN HOUSE, EL ORIGINAL, 12856 PIONEER BLVD., NORWALK, CA 90650 Full name of registrant(s) is (are) OTTO R. FERNANDEZ, 12856 PIONEER BLVD., NORWALK, CA 90650, GLORIA FERNANDEZ, 12856 PIONEER BLVD., NORWALK, CA 90650. This Business is conducted by A GENERAL PARTNERSHIP. Signed: OTTO R. FERNANDEZ This statement was filed with the County Clerk of Los Angeles County on 06/24/2016. The registrant(s) has (have) commenced to transact business under the fictitious business name or names listed above on N/A. NOTICE- This Fictitious Name Statement expires five years from the date it was filed in the office of the County Clerk. A new Fictitious Business Name Statement must be filed prior to that date. The filing of this statement does not of itself authorize the use in this state of a Fictitious Business Name in violation of the rights of another under Federal, State, or common law (See section 14411 et seq., Business and Professions Code)Publish: Mountain Views News Dates Pub: July 02, 09, 16, 23, 2016 <box>6 1336 225 1523</box>
notice-title: FICTITIOUS BUSINESS NAME STATEMENT File No. 2016-155801 <box>685 1949 904 1969</box>
continued-notice-text: date it was filed in the office of the County Clerk. A new Fictitious Business Name Statement must be filed prior to that date. The filing of this statement does not of itself authorize the use in this state of a Fictitious Business Name in violation of the rights of another under Federal, State, or common law (See section 14411 et seq., Business and Professions Code)Publish: Mountain Views News Dates Pub: June 25, July 02, 09, 16, 2016 <box>459 68 678 136</box>
legal-notice <box>6 521 225 706</box>
notice-title: FICTITIOUS BUSINESS NAME STATEMENT File No. 2016-147682 <box>1138 228 1357 249</box>
legal-notice <box>685 977 904 1163</box>
notice-column <box>912 68 1131 2545</box>
legal-notice <box>6 715 225 901</box>
notice-body: The following person(s) is (are) doing business as: BAY AREA, 1431 E SAN PEDRO ST, L.A., CA 90011 Full name of registrant(s) is (are) LAMSON DO THANH, 1431 E SAN PEDRO ST, L.A., CA 90011. This Business is conducted by: AN INDIVIDUAL. Signed: LAMSON DO THANH This statement was filed with the County Clerk of Los Angeles County on 06/17/2016. The registrant(s) has (have) commenced to transact business under the fictitious business name or names listed above on N/A. NOTICE- This Fictitious Name Statement expires five years from the date it was filed in the office of the County Clerk. A new Fictitious Business Name Statement must be filed prior to that date. The filing of this statement does not of itself authorize the use in this state of a Fictitious Business Name in violation of the rights of another under Federal, State, or common law (See section 14411 et seq., Business and Professions Code)Publish: Mountain Views News Dates Pub: June 25, July 02, 09, 16, 2016 <box>232 851 451 1007</box>
notice-title: FICTITIOUS BUSINESS NAME STATEMENT File No. 2016-157272 <box>685 1365 904 1386</box>
legal-notice <box>6 1725 225 1911</box>
notice-title: FICTITIOUS BUSINESS NAME STATEMENT File No. 2016-154860 <box>459 1541 678 1561</box>
notice-title: FICTITIOUS BUSINESS NAME STATEMENT File No. 2016-160819 <box>6 909 225 929</box>
notice-body: The following person(s) is (are) doing business as: P.S. PROFESSIONALS, 9900 LAKEWOOD BLVD. STE 210, DOWNEY, CA 90240 Full name of registrant(s) is (are) BESSY ODALYS GARCIA ROMERO, 9900 LAKEWOOD BLVD. STE 210, DOWNEY, CA 90240. This Business is conducted by: AN INDIVIDUAL. Signed: BESSY ODALYS GARCIA ROMERO This statement was filed with the County Clerk of Los Angeles County on 06/22/2016. The registrant(s) has (have) commenced to transact business under the fictitious business name or names listed above on N/A. NOTICE- This Fictitious Name Statement expires five years from the date it was filed in the office of the County Clerk. A new Fictitious Business Name Statement must be filed prior to that date. The filing of this statement does not of itself authorize the use in this state of a Fictitious Business Name in violation of the rights of another under Federal, State, or common law (See section 14411 et seq., Business and Professions Code)Publish: Mountain Views News Dates Pub: June 25, July 02, 09, 16, 2016 <box>685 588 904 765</box>
notice-body: The following person(s) is (are) doing business as: ALEXA GENESIS ELECTRONICS, 4425 LEFFINGWELL RD, WHITTIER, CA 90604 Full name of registrant(s) is (are) ANDRES DAZA, 16314 LEFFINGWELL RD, WHITTIER, CA 90603, ELIZABETH A DAZA, 16314 LEFFINGWELL RD, WHITTIER, CA 90603. This Business is conducted by: A MARRIED COUPLE. Signed: ELIZABETH A DAZA This statement was filed with the County Clerk of Los Angeles County on 06/13/2016. Publish: Mountain Views News Dates Pub: June 18, 25, July 02, 09, 2016 <box>1138 374 1357 472</box>
continued-notice-text: The following person(s) is (are) doing business as: TACOS GAVIA, 170 N HICKS AVE., L.A., CA 90063. This statement was filed with the County Clerk of Los Angeles County on 06/21/2016. Publish: Mountain Views News Dates Pub: June 25, July 02, 09, 16, 2016 <box>912 68 1131 117</box>
notice-title: FICTITIOUS BUSINESS NAME STATEMENT File No. 2016-157687 <box>232 1219 451 1240</box>
notice-title: FICTITIOUS BUSINESS NAME STATEMENT File No. 2016-148393 <box>1138 354 1357 374</box>
notice-column <box>685 68 904 2545</box>
legal-notice <box>6 2114 225 2251</box>
notice-body: The following person(s) is (are) doing business as: HAIR & SPA REPLACEMENT STUDIO, 710 S. CARSON #102, CARSON, CA 90745 Full name of registrant(s) is (are) BRENDA KNOX, 4125 GUNDRY AVE, LONG BEACH, CA 90807. This Business is conducted by: AN INDIVIDUAL. Signed: BRENDA KNOX This statement was filed with the County Clerk of Los Angeles County on 06/22/2016. The registrant(s) has (have) commenced to transact business under the fictitious business name or names listed above on N/A. NOTICE- This Fictitious Name Statement expires five years from the date it was filed in the office of the County Clerk. A new Fictitious Business Name Statement must be filed prior to that date. The filing of this statement does not of itself authorize the use in this state of a Fictitious Business Name in violation of the rights of another under Federal, State, or common law (See section 14411 et seq., Business and Professions Code)Publish: Mountain Views News Dates Pub: June 25, July 02, 09, 16, 2016 <box>459 968 678 1134</box>
legal-notice <box>912 791 1131 888</box>
legal-notice <box>1138 228 1357 345</box>
legal-notice <box>685 1949 904 2047</box>
legal-notice <box>912 122 1131 268</box>
notice-body: The following person(s) is (are) doing business as: FRANCO'S PARTY SUPPLIES, 2417 MARQUETTE AVE, POMONA, CA 91766 Full name of registrant(s) is (are) JUAN BIBIANO FRANCO PEREZ, 2417 MARQUETTE AVE, POMONA, CA 91766. This Business is conducted by: AN INDIVIDUAL. Signed: JUAN BIBIANO FRANCO PEREZ This statement was filed with the County Clerk of Los Angeles County on 06/21/2016. The registrant(s) has (have) commenced to transact business under the fictitious business name or names listed above on N/A. NOTICE- This Fictitious Name Statement expires five years from the date it was filed in the office of the County Clerk. A new Fictitious Business Name Statement must be filed prior to that date. The filing of this statement does not of itself authorize the use in this state of a Fictitious Business Name in violation of the rights of another under Federal, State, or common law (See section 14411 et seq., Business and Professions Code)Publish: Mountain Views News Dates Pub: June 25, July 02, 09, 16, 2016 <box>459 569 678 736</box>
notice-title: FICTITIOUS BUSINESS NAME STATEMENT File No. 2016-156175 <box>232 2036 451 2056</box>
legal-notice <box>6 1103 225 1308</box>
notice-title: FICTITIOUS BUSINESS NAME STATEMENT File No. 2016-156905 <box>685 374 904 395</box>
notice-title: FICTITIOUS BUSINESS NAME STATEMENT File No. 2016-155571 <box>232 1414 451 1434</box>
notice-body: The following person(s) has abandoned the use of the fictitious business name: JUAREZ-RAMIREZ, 11548 RALLIETTE ST, NORWALK, CA 90650. The fictitious business name referred to above was filed in the County of Los Angeles on 08/06/2015. Registrant: BERTHA JUAREZ-RAMIREZ. This business was conducted by AN INDIVIDUAL. This statement was filed with the County Clerk of Los Angeles County on 06/28/2016. Publish: Mountain Views News Dates Pub: July 02, 09, 16, 23, 2016 <box>232 355 451 434</box>
notice-title: FICTITIOUS BUSINESS NAME STATEMENT File No. 2016-151889 <box>1138 1032 1357 1052</box>
notice-body: The following person(s) is (are) doing business as: COVINA WORLDWIDE CONNECT LEARNING CENTER, 260 E COLLEGE ST., COVINA, CA 91723 Full name of registrant(s) is (are) JACQUELINE MAGALLANES, 260 E COLLEGE ST., COVINA, CA 91723, MYLA SARMIENTO, 260 E COLLEGE ST., COVINA, CA 91723. This Business is conducted by: A GENERAL PARTNERSHIP. Signed: MYLA SARMIENTO This statement was filed with the County Clerk of Los Angeles County on 06/21/2016. The registrant(s) has (have) commenced to transact business under the fictitious business name or names listed above on N/A. NOTICE- This Fictitious Name Statement expires five years from the date it was filed in the office of the County Clerk. A new Fictitious Business Name Statement must be filed prior to that date. The filing of this statement does not of itself authorize the use in this state of a Fictitious Business Name in violation of the rights of another under Federal, State, or common law (See section 14411 et seq., Business and Professions Code)Publish: Mountain Views News Dates Pub: June 25, July 02, 09, 16, 2016 <box>232 1842 451 2027</box>
notice-body: The following person(s) is (are) doing business as: BODY FUSSION DANCE STUDIO, 7000 ATLANTIC AVE, CUDAHY, CA 90201 Mailing address: 6617 OTIS AVE, BELL, CA 90201 Full name of registrant(s) is (are) ELIZABETH Q. MARTINEZ, 6617 OTIS AVE, BELL, CA 90201. This Business is conducted by: AN INDIVIDUAL. Signed: ELIZABETH Q. MARTINEZ This statement was filed with the County Clerk of Los Angeles County on 06/21/2016. The registrant(s) has (have) commenced to transact business under the fictitious business name or names listed above on N/A. NOTICE- This Fictitious Name Statement expires five years from the date it was filed in the office of the County Clerk. A new Fictitious Business Name Statement must be filed prior to that date. The filing of this statement does not of itself authorize the use in this state of a Fictitious Business Name in violation of the rights of another under Federal, State, or common law (See section 14411 et seq., Business and Professions Code)Publish: Mountain Views News Dates Pub: June 25, July 02, 09, 16, 2016 <box>232 1433 451 1610</box>
legal-notice <box>912 1003 1131 1101</box>
notice-body: The following person(s) is (are) doing business as: SIDCO ORNAMENTAL IRON SUPPLY, 1242 E. MISSION BLVD., POMONA, CA 91766 Full name of registrant(s) is (are) SAM M ABDALLA, 1242 E. MISSION BLVD., POMONA, CA 91766. This Business is conducted by: AN INDIVIDUAL. Signed: SAM M ABDALLA This statement was filed with the County Clerk of Los Angeles County on 06/27/2016. The registrant(s) has (have) commenced to transact business under the fictitious business name or names listed above on 11/1993. NOTICE- This Fictitious Name Statement expires five years from the date it was filed in the office of the County Clerk. A new Fictitious Business Name Statement must be filed prior to that date. The filing of this statement does not of itself authorize the use in this state of a Fictitious Business Name in violation of the rights of another under Federal, State, or common law (See section 14411 et seq., Business and Professions Code)Publish: Mountain Views News Dates Pub: July 02, 09, 16, 23, 2016 <box>6 928 225 1095</box>
legal-notice <box>6 910 225 1095</box>
notice-title: FICTITIOUS BUSINESS NAME STATEMENT File No. 2016-153924 <box>912 1216 1131 1237</box>
